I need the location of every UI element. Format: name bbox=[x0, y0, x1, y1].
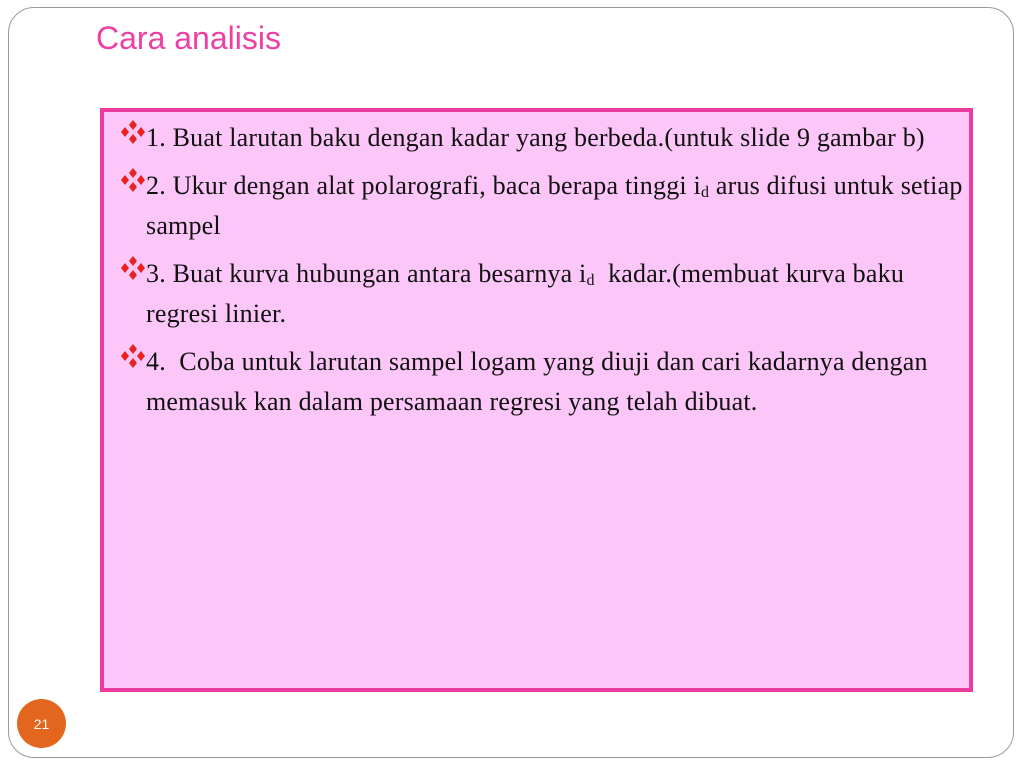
bullet-text-1 bbox=[146, 123, 925, 152]
bullet-text-4-part: 4. Coba untuk larutan sampel logam yang diuji dan cari kadarnya dengan memasuk kan dalam persamaan regresi yang telah dibuat. bbox=[146, 347, 935, 416]
bullet-text-2 bbox=[146, 171, 963, 240]
bullet-text-3-part: 3. Buat kurva hubungan antara besarnya i bbox=[146, 259, 587, 288]
bullet-list bbox=[118, 118, 966, 430]
bullet-text-2-part: arus difusi untuk setiap sampel bbox=[146, 171, 963, 240]
four-diamond-icon bbox=[118, 167, 148, 193]
bullet-text-1-part: 1. Buat larutan baku dengan kadar yang berbeda.(untuk slide 9 gambar b) bbox=[146, 123, 925, 152]
four-diamond-icon bbox=[118, 119, 148, 145]
content-box bbox=[100, 108, 973, 692]
bullet-item-2 bbox=[118, 166, 966, 246]
bullet-item-1 bbox=[118, 118, 966, 158]
four-diamond-icon bbox=[118, 343, 148, 369]
bullet-text-3 bbox=[146, 259, 911, 328]
subscript-d: d bbox=[700, 184, 710, 201]
bullet-text-4 bbox=[146, 347, 934, 416]
slide-title: Cara analisis bbox=[96, 20, 281, 56]
bullet-item-3 bbox=[118, 254, 966, 334]
bullet-text-2-part: 2. Ukur dengan alat polarografi, baca berapa tinggi i bbox=[146, 171, 701, 200]
bullet-text-3-part: kadar.(membuat kurva baku regresi linier. bbox=[146, 259, 911, 328]
page-number-badge: 21 bbox=[17, 699, 66, 748]
bullet-item-4 bbox=[118, 342, 966, 422]
subscript-d: d bbox=[586, 272, 595, 289]
four-diamond-icon bbox=[118, 255, 148, 281]
